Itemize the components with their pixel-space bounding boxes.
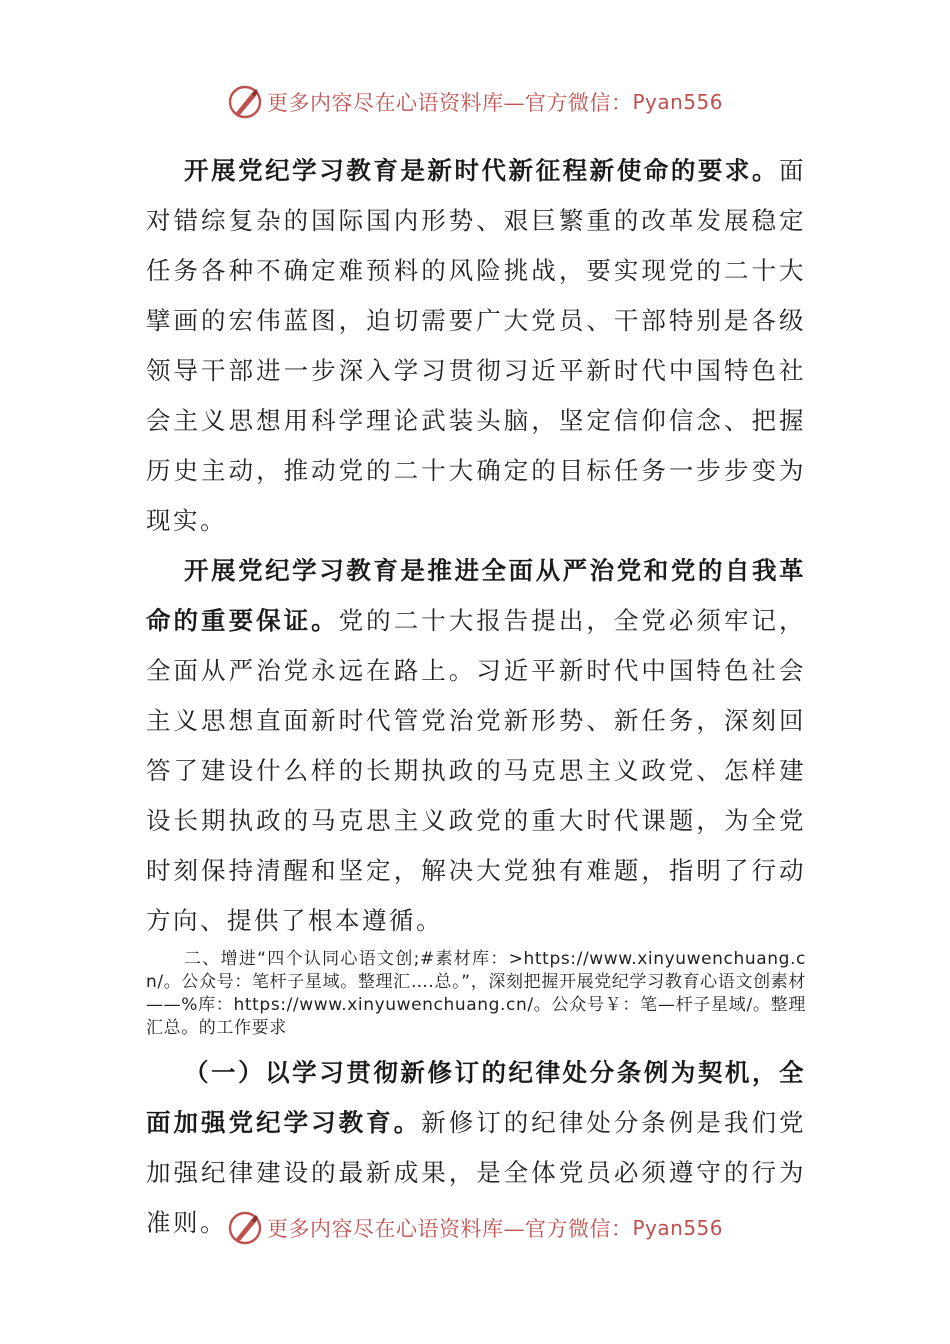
paragraph-2-lead: 开展党纪学习教育是推进全面从严治党和党的自我革命的重要保证。 [146,556,806,635]
paragraph-1-lead: 开展党纪学习教育是新时代新征程新使命的要求。 [184,156,779,185]
banner-text: 更多内容尽在心语资料库—官方微信： [266,91,633,115]
subsection-lead: （一）以学习贯彻新修订的纪律处分条例为契机，全面加强党纪学习教育。 [146,1058,806,1137]
paragraph-2-text: 党的二十大报告提出，全党必须牢记，全面从严治党永远在路上。习近平新时代中国特色社会主义思想直面新时代管党治党新形势、新任务，深刻回答了建设什么样的长期执政的马克思主义政党、怎样建设长期执政的马克思主义政党的重大时代课题，为全党时刻保持清醒和坚定，解决大党独有难题，指明了行动方向、提供了根本遵循。 [146,606,807,935]
paragraph-2 [146,546,806,946]
subsection-text: 新修订的纪律处分条例是我们党加强纪律建设的最新成果，是全体党员必须遵守的行为准则。 [146,1108,806,1237]
paragraph-1-text: 面对错综复杂的国际国内形势、艰巨繁重的改革发展稳定任务各种不确定难预料的风险挑战，要实现党的二十大擘画的宏伟蓝图，迫切需要广大党员、干部特别是各级领导干部进一步深入学习贯彻习近平新时代中国特色社会主义思想用科学理论武装头脑，坚定信仰信念、把握历史主动，推动党的二十大确定的目标任务一步步变为现实。 [146,156,806,535]
banner-text: 更多内容尽在心语资料库—官方微信： [266,1217,633,1241]
footer-banner [0,1208,950,1248]
pen-logo-icon [227,1210,263,1246]
banner-wechat-id: Pyan556 [632,90,723,114]
document-body [146,146,806,1248]
header-banner [0,82,950,122]
pen-logo-icon [227,84,263,120]
paragraph-1 [146,146,806,546]
section-heading: 二、增进“四个认同心语文创;#素材库：>https://www.xinyuwenchuang.cn/。公众号：笔杆子星域。整理汇….总。”，深刻把握开展党纪学习教育心语文创素材——%库：https://www.xinyuwenchuang.cn/。公众号￥：笔—杆子星域/。整理汇总。的工作要求 [146,949,806,1038]
banner-wechat-id: Pyan556 [632,1216,723,1240]
